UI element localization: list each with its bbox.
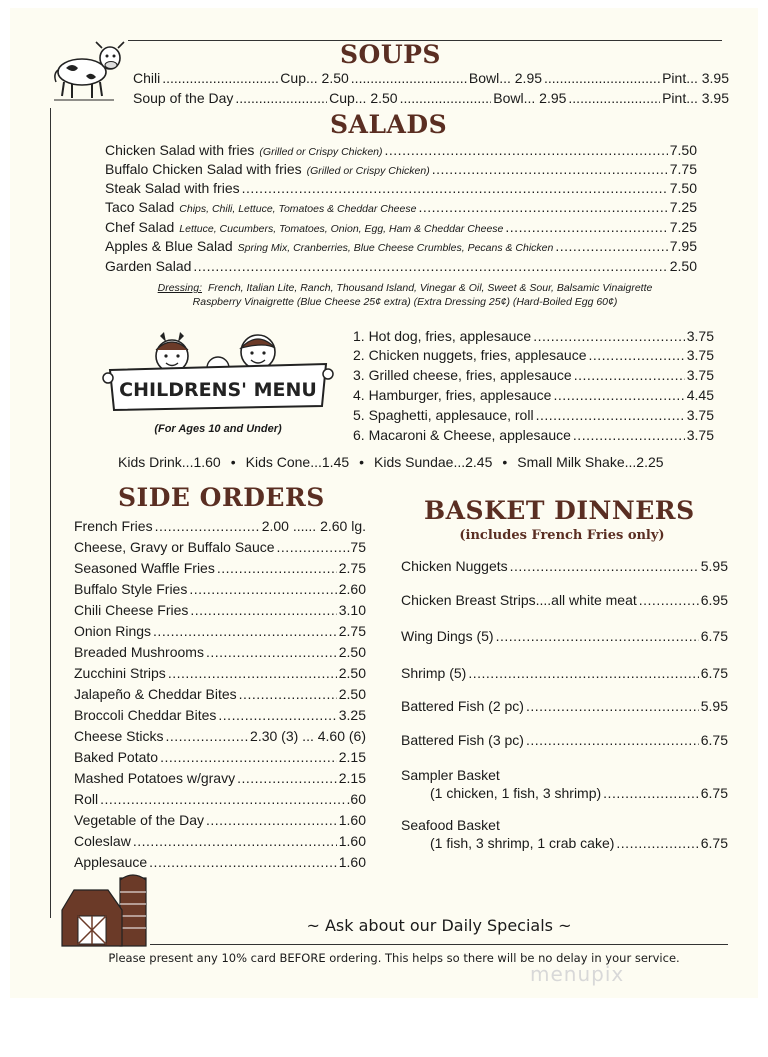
kids-item: 2. Chicken nuggets, fries, applesauce [353, 347, 587, 363]
soup-name: Soup of the Day [133, 90, 234, 106]
side-order-row [74, 622, 366, 640]
childrens-ages: (For Ages 10 and Under) [154, 423, 282, 435]
soup-bowl: Bowl... 2.95 [493, 90, 567, 106]
side-order-price: 3.25 [338, 707, 366, 723]
basket-name: Chicken Breast Strips....all white meat [401, 592, 637, 608]
basket-name: Shrimp (5) [401, 665, 467, 681]
salad-note: Chips, Chili, Lettuce, Tomatoes & Cheddar Cheese [179, 203, 417, 215]
childrens-menu-logo [100, 328, 336, 420]
soup-cup: Cup... 2.50 [280, 70, 349, 86]
side-order-price: 2.30 (3) ... 4.60 (6) [250, 728, 366, 744]
basket-name: Chicken Nuggets [401, 558, 508, 574]
dressing-label: Dressing: [157, 282, 202, 294]
kids-extras [118, 454, 718, 470]
salad-row [105, 218, 697, 238]
basket-dinners-subtitle: (includes French Fries only) [459, 528, 665, 543]
basket-row [401, 591, 728, 609]
side-order-row [74, 538, 366, 556]
salad-note: (Grilled or Crispy Chicken) [306, 165, 430, 177]
basket-price: 6.75 [700, 785, 728, 801]
side-order-name: Cheese Sticks [74, 728, 164, 744]
side-order-name: Chili Cheese Fries [74, 602, 189, 618]
side-order-price: 2.50 [338, 665, 366, 681]
kids-row [353, 327, 714, 345]
side-order-name: Zucchini Strips [74, 665, 166, 681]
discount-note: Please present any 10% card BEFORE ordering. This helps so there will be no delay in your service. [108, 951, 680, 965]
side-order-name: Applesauce [74, 854, 148, 870]
side-order-price: 2.75 [338, 623, 366, 639]
side-order-price: 2.15 [338, 749, 366, 765]
side-orders-title: SIDE ORDERS [118, 483, 325, 512]
side-order-row [74, 580, 366, 598]
side-order-row [74, 559, 366, 577]
side-order-price: .60 [346, 791, 366, 807]
basket-dinners-title: BASKET DINNERS [424, 496, 695, 525]
basket-price: 6.95 [700, 592, 728, 608]
side-order-name: Mashed Potatoes w/gravy [74, 770, 236, 786]
salad-row [105, 257, 697, 275]
basket-name: Seafood Basket [401, 817, 500, 833]
salads-title: SALADS [330, 110, 448, 139]
side-order-name: Coleslaw [74, 833, 131, 849]
salad-name: Steak Salad with fries [105, 180, 240, 196]
side-order-name: Seasoned Waffle Fries [74, 560, 215, 576]
side-order-row [74, 790, 366, 808]
kids-price: 3.75 [686, 347, 714, 363]
side-order-name: Cheese, Gravy or Buffalo Sauce [74, 539, 275, 555]
side-order-name: Jalapeño & Cheddar Bites [74, 686, 237, 702]
kids-extra: Small Milk Shake...2.25 [517, 454, 664, 470]
dressing-line: French, Italian Lite, Ranch, Thousand Island, Vinegar & Oil, Sweet & Sour, Balsamic Vinaigrette [208, 282, 653, 294]
basket-name: Battered Fish (3 pc) [401, 732, 524, 748]
side-order-price: 2.60 [338, 581, 366, 597]
salad-note: Lettuce, Cucumbers, Tomatoes, Onion, Egg, Ham & Cheddar Cheese [179, 223, 504, 235]
soup-pint: Pint... 3.95 [662, 90, 730, 106]
side-order-name: Baked Potato [74, 749, 159, 765]
side-order-row [74, 517, 366, 535]
salad-price: 7.95 [669, 238, 697, 254]
side-order-row [74, 748, 366, 766]
side-order-price: 1.60 [338, 812, 366, 828]
kids-item: 5. Spaghetti, applesauce, roll [353, 407, 534, 423]
bottom-rule [150, 944, 728, 945]
basket-row [430, 784, 728, 802]
side-order-price: 1.60 [338, 833, 366, 849]
dressing-line: Raspberry Vinaigrette (Blue Cheese 25¢ extra) (Extra Dressing 25¢) (Hard-Boiled Egg 60¢) [192, 296, 618, 308]
kids-row [353, 386, 714, 404]
soup-row [133, 89, 729, 107]
bullet: • [502, 454, 508, 470]
basket-name: Wing Dings (5) [401, 628, 494, 644]
side-order-name: Broccoli Cheddar Bites [74, 707, 217, 723]
kids-item: 4. Hamburger, fries, applesauce [353, 387, 552, 403]
side-order-row [74, 685, 366, 703]
basket-row [401, 731, 728, 749]
kids-price: 3.75 [686, 367, 714, 383]
kids-row [353, 366, 714, 384]
side-order-row [74, 832, 366, 850]
salad-name: Buffalo Chicken Salad with fries [105, 161, 302, 177]
watermark: menupix [530, 962, 625, 986]
soup-row [133, 69, 729, 87]
kids-row [353, 346, 714, 364]
barn-icon [60, 870, 152, 948]
salad-name: Garden Salad [105, 258, 192, 274]
kids-item: 3. Grilled cheese, fries, applesauce [353, 367, 572, 383]
side-order-row [74, 853, 366, 871]
salad-note: Spring Mix, Cranberries, Blue Cheese Crumbles, Pecans & Chicken [237, 242, 554, 254]
soup-pint: Pint... 3.95 [662, 70, 730, 86]
basket-price: 5.95 [700, 558, 728, 574]
salad-price: 7.25 [669, 219, 697, 235]
salad-price: 7.75 [669, 161, 697, 177]
side-order-name: Roll [74, 791, 99, 807]
kids-row [353, 426, 714, 444]
basket-desc: (1 fish, 3 shrimp, 1 crab cake) [430, 835, 615, 851]
side-order-row [74, 664, 366, 682]
bullet: • [230, 454, 236, 470]
kids-row [353, 406, 714, 424]
salad-name: Chef Salad [105, 219, 175, 235]
daily-specials: ~ Ask about our Daily Specials ~ [306, 916, 572, 935]
bullet: • [359, 454, 365, 470]
basket-price: 6.75 [700, 665, 728, 681]
side-order-price: 1.60 [338, 854, 366, 870]
side-order-price: .75 [346, 539, 366, 555]
basket-row [430, 834, 728, 852]
kids-extra: Kids Cone...1.45 [245, 454, 350, 470]
kids-price: 3.75 [686, 328, 714, 344]
salad-price: 7.25 [669, 199, 697, 215]
side-order-price: 2.75 [338, 560, 366, 576]
basket-desc: (1 chicken, 1 fish, 3 shrimp) [430, 785, 602, 801]
cow-icon [52, 38, 130, 102]
basket-price: 5.95 [700, 698, 728, 714]
salad-row [105, 141, 697, 161]
soup-bowl: Bowl... 2.95 [468, 70, 543, 86]
salad-row [105, 160, 697, 180]
side-order-row [74, 706, 366, 724]
basket-row [401, 697, 728, 715]
salad-note: (Grilled or Crispy Chicken) [259, 146, 383, 158]
salad-price: 2.50 [669, 258, 697, 274]
side-order-price: 2.50 [338, 686, 366, 702]
side-order-name: Onion Rings [74, 623, 152, 639]
basket-name: Battered Fish (2 pc) [401, 698, 524, 714]
basket-row [401, 557, 728, 575]
side-order-price: 2.50 [338, 644, 366, 660]
kids-item: 6. Macaroni & Cheese, applesauce [353, 427, 571, 443]
dressing-info [125, 281, 685, 309]
side-order-row [74, 727, 366, 745]
side-order-name: Vegetable of the Day [74, 812, 204, 828]
soup-cup: Cup... 2.50 [329, 90, 398, 106]
side-order-name: Breaded Mushrooms [74, 644, 204, 660]
basket-price: 6.75 [700, 628, 728, 644]
left-rule [50, 108, 51, 918]
kids-price: 3.75 [686, 407, 714, 423]
childrens-menu-logo-text: CHILDRENS' MENU [119, 379, 317, 401]
basket-price: 6.75 [700, 835, 728, 851]
kids-extra: Kids Sundae...2.45 [374, 454, 493, 470]
side-order-row [74, 769, 366, 787]
kids-price: 4.45 [686, 387, 714, 403]
side-order-name: French Fries [74, 518, 153, 534]
side-order-price: 3.10 [338, 602, 366, 618]
kids-item: 1. Hot dog, fries, applesauce [353, 328, 532, 344]
side-order-row [74, 811, 366, 829]
salad-name: Chicken Salad with fries [105, 142, 255, 158]
salad-price: 7.50 [669, 180, 697, 196]
soups-title: SOUPS [340, 40, 441, 69]
basket-name: Sampler Basket [401, 767, 500, 783]
salad-row [105, 198, 697, 218]
kids-extra: Kids Drink...1.60 [118, 454, 221, 470]
soup-name: Chili [133, 70, 161, 86]
basket-row [401, 627, 728, 645]
salad-name: Apples & Blue Salad [105, 238, 233, 254]
salad-row [105, 237, 697, 257]
salad-row [105, 179, 697, 197]
salad-price: 7.50 [669, 142, 697, 158]
salad-name: Taco Salad [105, 199, 175, 215]
basket-row [401, 664, 728, 682]
side-order-row [74, 643, 366, 661]
side-order-price: 2.15 [338, 770, 366, 786]
side-order-row [74, 601, 366, 619]
side-order-price: 2.00 ...... 2.60 lg. [261, 518, 366, 534]
kids-price: 3.75 [686, 427, 714, 443]
side-order-name: Buffalo Style Fries [74, 581, 188, 597]
basket-price: 6.75 [700, 732, 728, 748]
